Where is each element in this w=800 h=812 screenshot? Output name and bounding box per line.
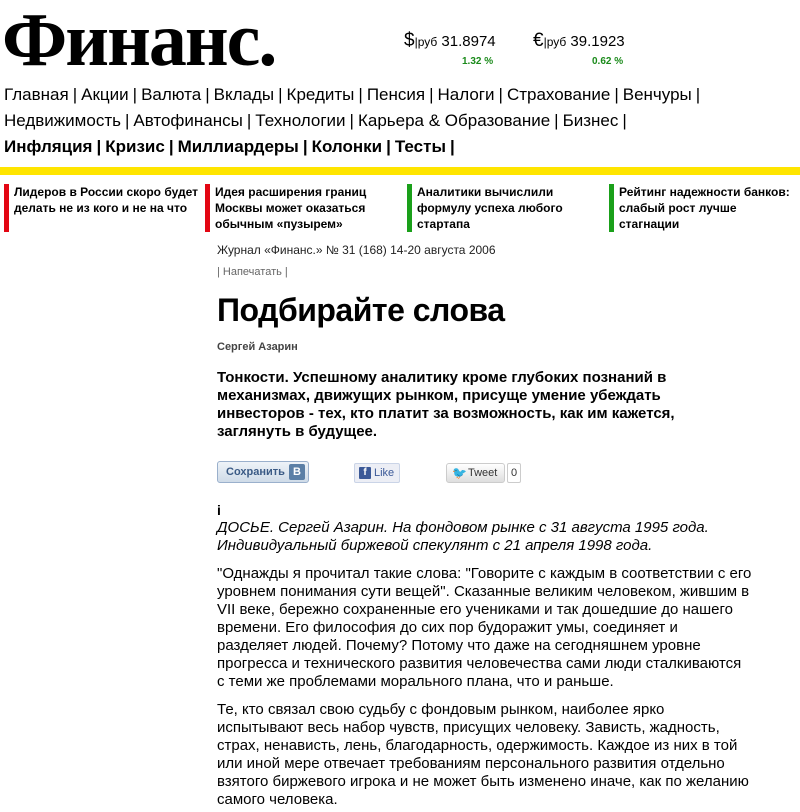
nav-link[interactable]: Недвижимость <box>4 111 121 130</box>
nav-separator: | <box>554 111 559 130</box>
tweet-button[interactable] <box>446 463 505 483</box>
facebook-icon: f <box>359 467 371 479</box>
nav-link[interactable]: Венчуры <box>622 85 692 104</box>
nav-link[interactable]: Инфляция <box>4 137 93 156</box>
teaser-marker <box>4 184 9 232</box>
rate-value: 31.8974 <box>441 33 496 50</box>
nav-separator: | <box>498 85 503 104</box>
accent-bar <box>0 167 800 175</box>
nav-separator: | <box>72 85 78 104</box>
nav-link[interactable]: Миллиардеры <box>177 137 299 156</box>
vk-save-label: Сохранить <box>226 466 285 478</box>
nav-link[interactable]: Колонки <box>311 137 383 156</box>
nav-link[interactable]: Вклады <box>213 85 275 104</box>
rate-value: 39.1923 <box>570 33 625 50</box>
teaser-text[interactable]: Аналитики вычислили формулу успеха любого стартапа <box>417 185 563 231</box>
nav-link[interactable]: Пенсия <box>366 85 426 104</box>
teaser-strip <box>0 184 800 234</box>
nav-separator: | <box>246 111 252 130</box>
nav-separator: | <box>386 137 391 156</box>
teaser-item[interactable] <box>205 184 405 232</box>
nav-separator: | <box>132 85 138 104</box>
nav-row-2 <box>4 108 800 134</box>
nav-link[interactable]: Кредиты <box>286 85 355 104</box>
facebook-like-label: Like <box>374 467 395 479</box>
usd-rate <box>404 30 496 67</box>
facebook-like-button[interactable] <box>354 463 400 483</box>
nav-link[interactable]: Тесты <box>394 137 446 156</box>
nav-link[interactable]: Карьера & Образование <box>357 111 551 130</box>
social-buttons <box>217 461 757 487</box>
main-nav <box>4 82 800 160</box>
rate-unit: |руб <box>543 35 567 49</box>
nav-link[interactable]: Кризис <box>105 137 165 156</box>
nav-separator: | <box>695 85 701 104</box>
rate-unit: |руб <box>414 35 438 49</box>
vk-save-button[interactable] <box>217 461 309 483</box>
nav-separator: | <box>358 85 363 104</box>
rate-change: 1.32 % <box>462 56 494 67</box>
nav-separator: | <box>622 111 627 130</box>
article-body <box>217 501 752 809</box>
article-paragraph: "Однажды я прочитал такие слова: "Говорите с каждым в соответствии с его уровнем понимания сути вещей". Сказанные великим человеком, жившим в VII веке, бережно сохраненные его учениками и так дошедшие до нашего времени. Его философия до сих пор будоражит умы, соединяет и разделяет людей. Почему? Потому что даже на сегодняшнем уровне прогресса и технического развития человечества сами люди сталкиваются с теми же проблемами морального плана, что и раньше. <box>217 565 752 690</box>
teaser-marker <box>609 184 614 232</box>
article-paragraph: Те, кто связал свою судьбу с фондовым рынком, наиболее ярко испытывают весь набор чувств, присущих человеку. Зависть, жадность, страх, ненависть, лень, благодарность, одержимость. Каждое из них в той или иной мере отвечает требованиям персонального развития отдельно взятого биржевого игрока и не может быть изменено иначе, как по желанию самого человека. <box>217 701 749 808</box>
nav-link[interactable]: Валюта <box>141 85 202 104</box>
vk-icon: В <box>289 464 305 480</box>
nav-link[interactable]: Налоги <box>437 85 495 104</box>
rate-change: 0.62 % <box>592 56 624 67</box>
article <box>217 240 757 812</box>
nav-separator: | <box>96 137 102 156</box>
teaser-text[interactable]: Рейтинг надежности банков: слабый рост лучше стагнации <box>619 185 790 231</box>
nav-row-3 <box>4 134 800 160</box>
nav-link[interactable]: Страхование <box>506 85 611 104</box>
teaser-item[interactable] <box>4 184 204 232</box>
nav-link[interactable]: Автофинансы <box>133 111 243 130</box>
article-author: Сергей Азарин <box>217 341 298 353</box>
nav-link[interactable]: Главная <box>4 85 69 104</box>
nav-link[interactable]: Бизнес <box>562 111 619 130</box>
teaser-text[interactable]: Лидеров в России скоро будет делать не из кого и не на что <box>14 185 198 215</box>
nav-link[interactable]: Технологии <box>255 111 346 130</box>
teaser-marker <box>407 184 412 232</box>
article-lead: Тонкости. Успешному аналитику кроме глубоких познаний в механизмах, движущих рынком, присуще умение убеждать инвесторов - тех, кто платит за возможность, как им кажется, заглянуть в будущее. <box>217 369 675 440</box>
nav-separator: | <box>302 137 308 156</box>
nav-separator: | <box>614 85 619 104</box>
journal-issue: Журнал «Финанс.» № 31 (168) 14-20 августа 2006 <box>217 243 496 257</box>
tweet-label: Tweet <box>468 467 498 479</box>
euro-icon: € <box>533 30 544 51</box>
nav-separator: | <box>124 111 130 130</box>
nav-separator: | <box>205 85 210 104</box>
nav-link[interactable]: Акции <box>81 85 129 104</box>
eur-rate <box>533 30 625 67</box>
nav-separator: | <box>429 85 434 104</box>
print-link[interactable]: | Напечатать | <box>217 266 288 278</box>
site-logo[interactable]: Финанс. <box>2 0 276 82</box>
teaser-item[interactable] <box>609 184 800 232</box>
nav-separator: | <box>349 111 354 130</box>
article-title: Подбирайте слова <box>217 292 505 328</box>
info-icon: i <box>217 502 221 518</box>
tweet-count: 0 <box>507 463 521 483</box>
teaser-text[interactable]: Идея расширения границ Москвы может оказаться обычным «пузырем» <box>215 185 367 231</box>
author-dossier: ДОСЬЕ. Сергей Азарин. На фондовом рынке с 31 августа 1995 года. Индивидуальный биржевой спекулянт с 21 апреля 1998 года. <box>217 519 709 554</box>
teaser-marker <box>205 184 210 232</box>
nav-row-1 <box>4 82 800 108</box>
nav-separator: | <box>168 137 174 156</box>
dollar-icon: $ <box>404 30 415 51</box>
nav-separator: | <box>278 85 283 104</box>
nav-separator: | <box>449 137 455 156</box>
twitter-bird-icon: 🐦 <box>452 466 467 480</box>
teaser-item[interactable] <box>407 184 607 232</box>
